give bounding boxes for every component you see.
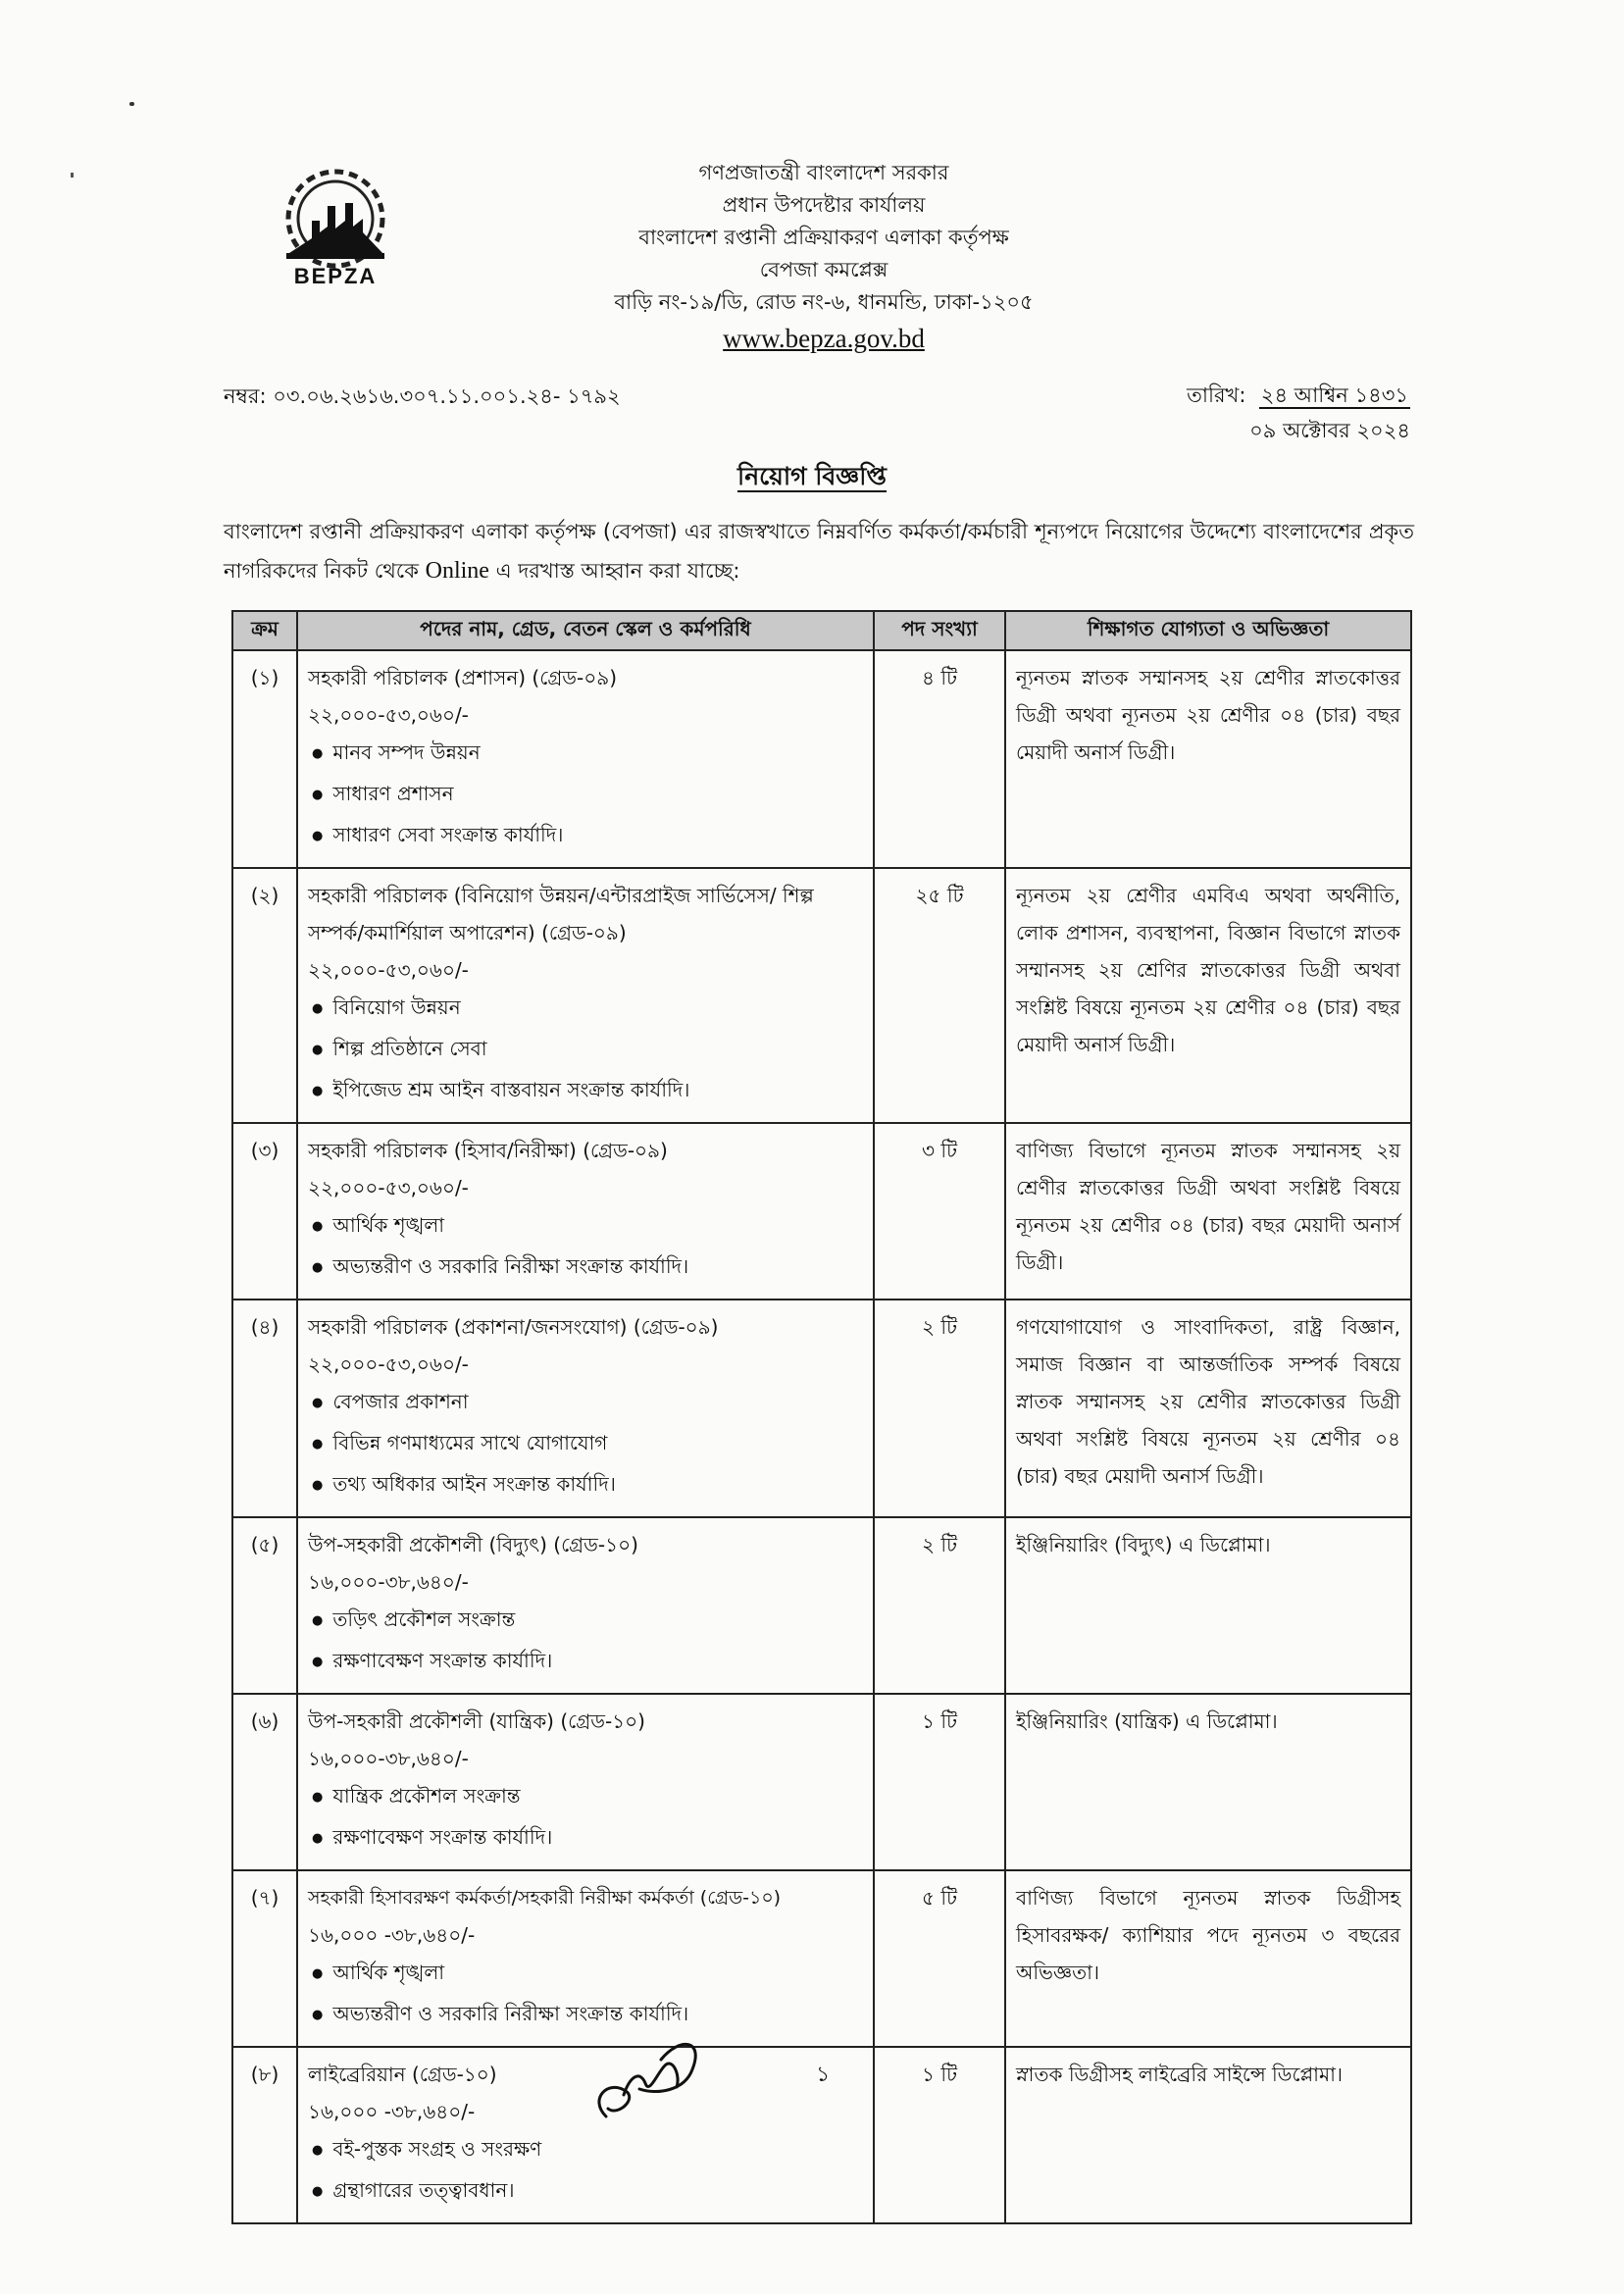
table-row [232, 650, 1411, 868]
table-row [232, 1870, 1411, 2047]
serial-cell: (৬) [232, 1694, 297, 1870]
duty-item: ● বিনিয়োগ উন্নয়ন [308, 989, 863, 1030]
col-header-position: পদের নাম, গ্রেড, বেতন স্কেল ও কর্মপরিধি [297, 611, 874, 650]
table-row [232, 1694, 1411, 1870]
position-title: সহকারী পরিচালক (হিসাব/নিরীক্ষা) (গ্রেড-০৯) [308, 1139, 668, 1162]
header-line-government: গণপ্রজাতন্ত্রী বাংলাদেশ সরকার [698, 161, 949, 184]
serial-cell: (৮) [232, 2047, 297, 2223]
date-gregorian: ০৯ অক্টোবর ২০২৪ [1249, 419, 1410, 442]
duty-item: ● রক্ষণাবেক্ষণ সংক্রান্ত কার্যাদি। [308, 1642, 863, 1683]
qualification-cell: ইঞ্জিনিয়ারিং (বিদ্যুৎ) এ ডিপ্লোমা। [1005, 1517, 1411, 1694]
position-cell [297, 1517, 874, 1694]
memo-number: নম্বর: ০৩.০৬.২৬১৬.৩০৭.১১.০০১.২৪- ১৭৯২ [224, 384, 621, 408]
col-header-serial: ক্রম [232, 611, 297, 650]
qualification-cell: স্নাতক ডিগ্রীসহ লাইব্রেরি সাইন্সে ডিপ্লোমা। [1005, 2047, 1411, 2223]
pay-scale: ১৬,০০০ -৩৮,৬৪০/- [308, 1923, 476, 1947]
qualification-cell: বাণিজ্য বিভাগে ন্যূনতম স্নাতক সম্মানসহ ২য় শ্রেণীর স্নাতকোত্তর ডিগ্রী অথবা সংশ্লিষ্ট বিষয়ে ন্যূনতম ২য় শ্রেণীর ০৪ (চার) বছর মেয়াদী অনার্স ডিগ্রী। [1005, 1123, 1411, 1300]
online-word: Online [425, 558, 489, 584]
post-count-cell: ১ টি [874, 2047, 1005, 2223]
pay-scale: ২২,০০০-৫৩,০৬০/- [308, 958, 469, 982]
table-row [232, 1300, 1411, 1517]
position-title: সহকারী হিসাবরক্ষণ কর্মকর্তা/সহকারী নিরীক্ষা কর্মকর্তা (গ্রেড-১০) [308, 1887, 782, 1909]
pay-scale: ১৬,০০০ -৩৮,৬৪০/- [308, 2100, 476, 2123]
position-cell [297, 1300, 874, 1517]
qualification-cell: ইঞ্জিনিয়ারিং (যান্ত্রিক) এ ডিপ্লোমা। [1005, 1694, 1411, 1870]
header-line-office: প্রধান উপদেষ্টার কার্যালয় [722, 193, 926, 217]
serial-cell: (৪) [232, 1300, 297, 1517]
post-count-cell: ২ টি [874, 1300, 1005, 1517]
svg-text:BEPZA: BEPZA [293, 264, 378, 288]
vacancy-table [231, 610, 1412, 2224]
serial-cell: (৭) [232, 1870, 297, 2047]
post-count-cell: ২৫ টি [874, 868, 1005, 1123]
duty-item: ● বিভিন্ন গণমাধ্যমের সাথে যোগাযোগ [308, 1424, 863, 1465]
pay-scale: ২২,০০০-৫৩,০৬০/- [308, 703, 469, 727]
header-line-authority: বাংলাদেশ রপ্তানী প্রক্রিয়াকরণ এলাকা কর্তৃপক্ষ [638, 226, 1009, 249]
scan-speck [71, 173, 74, 178]
duty-item: ● রক্ষণাবেক্ষণ সংক্রান্ত কার্যাদি। [308, 1818, 863, 1860]
duty-item: ● আর্থিক শৃঙ্খলা [308, 1954, 863, 1995]
qualification-cell: বাণিজ্য বিভাগে ন্যূনতম স্নাতক ডিগ্রীসহ হিসাবরক্ষক/ ক্যাশিয়ার পদে ন্যূনতম ৩ বছরের অভিজ্ঞতা। [1005, 1870, 1411, 2047]
duty-item: ● গ্রন্থাগারের তত্ত্বাবধান। [308, 2171, 863, 2213]
duty-item: ● ইপিজেড শ্রম আইন বাস্তবায়ন সংক্রান্ত কার্যাদি। [308, 1071, 863, 1112]
serial-cell: (৩) [232, 1123, 297, 1300]
pay-scale: ২২,০০০-৫৩,০৬০/- [308, 1352, 469, 1376]
duty-item: ● সাধারণ সেবা সংক্রান্ত কার্যাদি। [308, 816, 863, 857]
serial-cell: (৫) [232, 1517, 297, 1694]
duty-item: ● শিল্প প্রতিষ্ঠানে সেবা [308, 1030, 863, 1071]
bepza-logo [265, 162, 412, 289]
duty-item: ● আর্থিক শৃঙ্খলা [308, 1206, 863, 1248]
scan-speck [129, 102, 134, 106]
post-count-cell: ২ টি [874, 1517, 1005, 1694]
duty-item: ● যান্ত্রিক প্রকৌশল সংক্রান্ত [308, 1777, 863, 1818]
position-cell [297, 1123, 874, 1300]
serial-cell: (২) [232, 868, 297, 1123]
position-title: উপ-সহকারী প্রকৌশলী (যান্ত্রিক) (গ্রেড-১০) [308, 1709, 645, 1733]
pay-scale: ১৬,০০০-৩৮,৬৪০/- [308, 1747, 469, 1770]
position-title: সহকারী পরিচালক (প্রকাশনা/জনসংযোগ) (গ্রেড-০৯) [308, 1315, 719, 1339]
duty-item: ● সাধারণ প্রশাসন [308, 775, 863, 816]
position-title: সহকারী পরিচালক (প্রশাসন) (গ্রেড-০৯) [308, 666, 618, 689]
col-header-qualification: শিক্ষাগত যোগ্যতা ও অভিজ্ঞতা [1005, 611, 1411, 650]
notice-title: নিয়োগ বিজ্ঞপ্তি [737, 462, 887, 490]
duty-item: ● বেপজার প্রকাশনা [308, 1383, 863, 1424]
pay-scale: ২২,০০০-৫৩,০৬০/- [308, 1176, 469, 1199]
pay-scale: ১৬,০০০-৩৮,৬৪০/- [308, 1570, 469, 1594]
post-count-cell: ৫ টি [874, 1870, 1005, 2047]
col-header-count: পদ সংখ্যা [874, 611, 1005, 650]
position-title: সহকারী পরিচালক (বিনিয়োগ উন্নয়ন/এন্টারপ্রাইজ সার্ভিসেস/ শিল্প সম্পর্ক/কমার্শিয়াল অপারেশন) (গ্রেড-০৯) [308, 884, 814, 944]
website-link[interactable]: www.bepza.gov.bd [723, 324, 925, 353]
page-number: ১ [816, 2063, 831, 2087]
intro-paragraph: বাংলাদেশ রপ্তানী প্রক্রিয়াকরণ এলাকা কর্তৃপক্ষ (বেপজা) এর রাজস্বখাতে নিম্নবর্ণিত কর্মকর্তা/কর্মচারী শূন্যপদে নিয়োগের উদ্দেশ্যে বাংলাদেশের প্রকৃত নাগরিকদের নিকট থেকে Online এ দরখাস্ত আহ্বান করা যাচ্ছে: [224, 520, 1414, 584]
post-count-cell: ১ টি [874, 1694, 1005, 1870]
table-header-row [232, 611, 1411, 650]
duty-item: ● অভ্যন্তরীণ ও সরকারি নিরীক্ষা সংক্রান্ত কার্যাদি। [308, 1248, 863, 1289]
table-row [232, 868, 1411, 1123]
position-title: লাইব্রেরিয়ান (গ্রেড-১০) [308, 2063, 497, 2086]
position-cell [297, 1694, 874, 1870]
table-row [232, 1123, 1411, 1300]
post-count-cell: ৪ টি [874, 650, 1005, 868]
date-bangla: ২৪ আশ্বিন ১৪৩১ [1260, 383, 1408, 407]
duty-item: ● বই-পুস্তক সংগ্রহ ও সংরক্ষণ [308, 2130, 863, 2171]
date-label: তারিখ: [1187, 383, 1246, 407]
qualification-cell: ন্যূনতম স্নাতক সম্মানসহ ২য় শ্রেণীর স্নাতকোত্তর ডিগ্রী অথবা ন্যূনতম ২য় শ্রেণীর ০৪ (চার) বছর মেয়াদী অনার্স ডিগ্রী। [1005, 650, 1411, 868]
table-row [232, 1517, 1411, 1694]
position-title: উপ-সহকারী প্রকৌশলী (বিদ্যুৎ) (গ্রেড-১০) [308, 1533, 638, 1556]
duty-item: ● মানব সম্পদ উন্নয়ন [308, 734, 863, 775]
handwritten-signature [579, 2001, 716, 2128]
position-cell [297, 650, 874, 868]
post-count-cell: ৩ টি [874, 1123, 1005, 1300]
duty-item: ● তথ্য অধিকার আইন সংক্রান্ত কার্যাদি। [308, 1465, 863, 1506]
serial-cell: (১) [232, 650, 297, 868]
header-line-complex: বেপজা কমপ্লেক্স [759, 258, 888, 281]
office-header [530, 157, 1118, 355]
qualification-cell: ন্যূনতম ২য় শ্রেণীর এমবিএ অথবা অর্থনীতি, লোক প্রশাসন, ব্যবস্থাপনা, বিজ্ঞান বিভাগে স্নাতক সম্মানসহ ২য় শ্রেণির স্নাতকোত্তর ডিগ্রী অথবা সংশ্লিষ্ট বিষয়ে ন্যূনতম ২য় শ্রেণীর ০৪ (চার) বছর মেয়াদী অনার্স ডিগ্রী। [1005, 868, 1411, 1123]
duty-item: ● তড়িৎ প্রকৌশল সংক্রান্ত [308, 1601, 863, 1642]
date-block [1128, 378, 1410, 448]
position-cell [297, 868, 874, 1123]
qualification-cell: গণযোগাযোগ ও সাংবাদিকতা, রাষ্ট্র বিজ্ঞান, সমাজ বিজ্ঞান বা আন্তর্জাতিক সম্পর্ক বিষয়ে স্নাতক সম্মানসহ ২য় শ্রেণীর স্নাতকোত্তর ডিগ্রী অথবা সংশ্লিষ্ট বিষয়ে ন্যূনতম ২য় শ্রেণীর ০৪ (চার) বছর মেয়াদী অনার্স ডিগ্রী। [1005, 1300, 1411, 1517]
duty-item: ● অভ্যন্তরীণ ও সরকারি নিরীক্ষা সংক্রান্ত কার্যাদি। [308, 1995, 863, 2036]
header-line-address: বাড়ি নং-১৯/ডি, রোড নং-৬, ধানমন্ডি, ঢাকা-১২০৫ [614, 290, 1034, 314]
